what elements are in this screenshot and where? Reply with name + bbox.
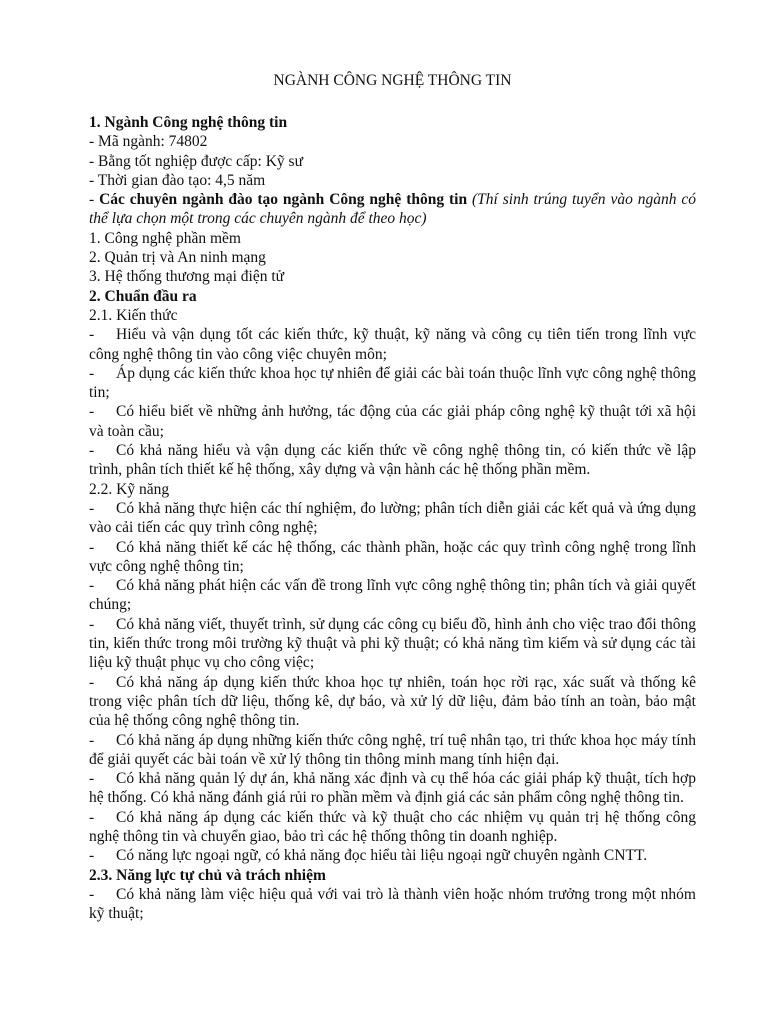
bullet-text: Có năng lực ngoại ngữ, có khả năng đọc hiểu tài liệu ngoại ngữ chuyên ngành CNTT. (116, 847, 648, 865)
section-1-heading: 1. Ngành Công nghệ thông tin (89, 114, 288, 131)
bullet-text: Có khả năng quản lý dự án, khả năng xác định và cụ thể hóa các giải pháp kỹ thuật, tích hợp hệ thống. Có khả năng đánh giá rủi ro phần mềm và định giá các sản phẩm công nghệ thông tin. (89, 770, 696, 807)
thoi-gian-line: - Thời gian đào tạo: 4,5 năm (89, 171, 266, 189)
ky-nang-item (89, 673, 696, 731)
bullet-dash: - (89, 847, 95, 865)
bullet-text: Áp dụng các kiến thức khoa học tự nhiên để giải các bài toán thuộc lĩnh vực công nghệ thông tin; (89, 364, 696, 402)
bullet-dash: - (89, 673, 95, 691)
bullet-text: Có khả năng áp dụng kiến thức khoa học tự nhiên, toán học rời rạc, xác suất và thống kê trong việc phân tích dữ liệu, thống kê, dự báo, và xử lý dữ liệu, đảm bảo tính an toàn, bảo mật của hệ thống công nghệ thông tin. (89, 673, 696, 730)
chuyen-nganh-paragraph (89, 190, 696, 229)
bullet-dash: - (89, 808, 95, 826)
bullet-text: Có khả năng thiết kế các hệ thống, các thành phần, hoặc các quy trình công nghệ trong lĩnh vực công nghệ thông tin; (89, 538, 696, 575)
bullet-text: Hiểu và vận dụng tốt các kiến thức, kỹ thuật, kỹ năng và công cụ tiên tiến trong lĩnh vực công nghệ thông tin vào công việc chuyên môn; (89, 326, 696, 363)
bullet-text: Có khả năng phát hiện các vấn đề trong lĩnh vực công nghệ thông tin; phân tích và giải quyết chúng; (89, 577, 696, 614)
chuyen-nganh-italic-note: (Thí sinh trúng tuyển vào ngành có thể lựa chọn một trong các chuyên ngành để theo học) (89, 191, 697, 228)
bullet-dash: - (89, 615, 95, 633)
bullet-dash: - (89, 326, 95, 344)
kien-thuc-item (89, 402, 696, 441)
bullet-dash: - (89, 442, 95, 460)
chuyen-nganh-bold-text: Các chuyên ngành đào tạo ngành Công nghệ thông tin (99, 191, 468, 209)
kien-thuc-item (89, 364, 696, 403)
bullet-text: Có khả năng hiểu và vận dụng các kiến thức về công nghệ thông tin, có kiến thức về lập trình, phân tích thiết kế hệ thống, xây dựng và vận hành các hệ thống phần mềm. (89, 442, 696, 479)
bullet-dash: - (89, 885, 95, 903)
document-body (89, 113, 696, 923)
ky-nang-heading: 2.2. Kỹ năng (89, 480, 170, 498)
bullet-dash: - (89, 770, 95, 788)
tu-chu-heading: 2.3. Năng lực tự chủ và trách nhiệm (89, 866, 326, 884)
kien-thuc-item (89, 441, 696, 480)
bullet-dash: - (89, 403, 95, 421)
bullet-dash: - (89, 577, 95, 595)
tu-chu-item (89, 885, 696, 924)
chuyen-nganh-dash: - (89, 191, 100, 209)
kien-thuc-heading: 2.1. Kiến thức (89, 306, 178, 324)
major-item: 3. Hệ thống thương mại điện tử (89, 268, 285, 286)
bullet-dash: - (89, 364, 95, 382)
ky-nang-item (89, 808, 696, 847)
ky-nang-item (89, 576, 696, 615)
major-item: 1. Công nghệ phần mềm (89, 229, 241, 247)
ky-nang-item (89, 846, 696, 865)
bang-line: - Bằng tốt nghiệp được cấp: Kỹ sư (89, 152, 303, 170)
ky-nang-item (89, 769, 696, 808)
major-item: 2. Quản trị và An ninh mạng (89, 249, 266, 267)
bullet-text: Có khả năng thực hiện các thí nghiệm, đo lường; phân tích diễn giải các kết quả và ứng dụng vào cải tiến các quy trình công nghệ; (89, 499, 696, 537)
ky-nang-item (89, 499, 696, 538)
bullet-text: Có khả năng viết, thuyết trình, sử dụng các công cụ biểu đồ, hình ảnh cho việc trao đổi thông tin, kiến thức trong môi trường kỹ thuật và phi kỹ thuật; có khả năng tìm kiếm và sử dụng các tài liệu kỹ thuật phục vụ cho công việc; (89, 615, 696, 672)
section-2-heading: 2. Chuẩn đầu ra (89, 287, 197, 305)
ky-nang-item (89, 615, 696, 673)
ky-nang-item (89, 731, 696, 770)
bullet-text: Có hiểu biết về những ảnh hưởng, tác động của các giải pháp công nghệ kỹ thuật tới xã hội và toàn cầu; (89, 403, 696, 440)
ky-nang-item (89, 538, 696, 577)
bullet-dash: - (89, 538, 95, 556)
ma-nganh-line: - Mã ngành: 74802 (89, 133, 208, 151)
kien-thuc-item (89, 325, 696, 364)
bullet-text: Có khả năng áp dụng những kiến thức công nghệ, trí tuệ nhân tạo, tri thức khoa học máy tính để giải quyết các bài toán về xử lý thông tin thông minh mang tính hiện đại. (89, 731, 696, 768)
bullet-dash: - (89, 499, 95, 517)
bullet-text: Có khả năng áp dụng các kiến thức và kỹ thuật cho các nhiệm vụ quản trị hệ thống công nghệ thông tin và chuyển giao, bảo trì các hệ thống thông tin doanh nghiệp. (89, 808, 696, 845)
document-title: NGÀNH CÔNG NGHỆ THÔNG TIN (273, 72, 512, 89)
bullet-dash: - (89, 731, 95, 749)
bullet-text: Có khả năng làm việc hiệu quả với vai trò là thành viên hoặc nhóm trưởng trong một nhóm kỹ thuật; (89, 885, 696, 923)
